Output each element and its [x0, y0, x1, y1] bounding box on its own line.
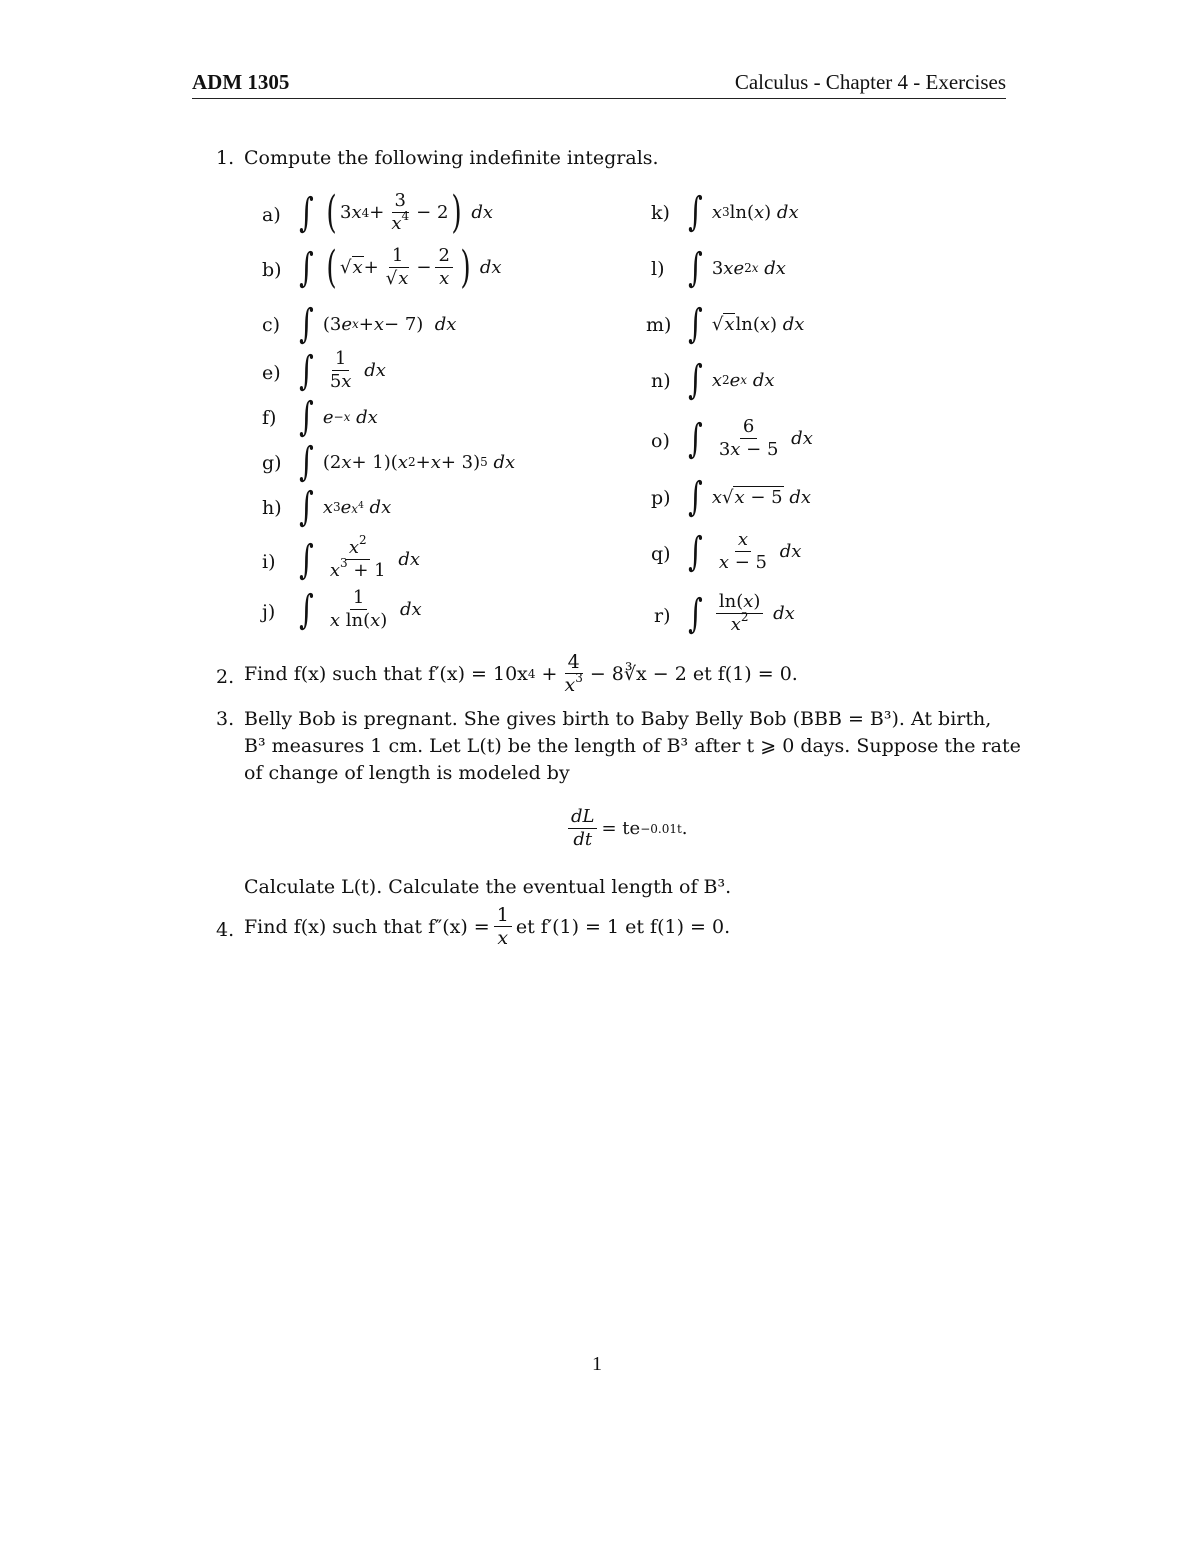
- label-b: b): [262, 259, 282, 281]
- question-3-line-4: Calculate L(t). Calculate the eventual length of B³.: [244, 876, 732, 898]
- integral-k: ∫ x 3 ln( x ) dx: [688, 189, 799, 235]
- question-1-number: 1.: [216, 147, 235, 169]
- integral-r: ∫ $\frac{\ln(x)}{x^2}$ dx: [688, 590, 795, 637]
- page-number: 1: [592, 1353, 602, 1375]
- label-h: h): [262, 497, 282, 519]
- integral-g: ∫ (2 x + 1)( x 2 + x + 3) 5 dx: [299, 439, 516, 485]
- integral-n: ∫ x 2 e x dx: [688, 357, 775, 403]
- label-m: m): [646, 314, 672, 336]
- label-n: n): [651, 370, 671, 392]
- integral-e: ∫ $\frac{1}{5x}$ dx: [299, 347, 386, 394]
- rate-equation-rhs: = te: [601, 818, 641, 839]
- integral-a: ∫ ( 3 x 4 + $\frac{3}{x^4}$ − 2 ) dx: [299, 186, 494, 238]
- question-4-prefix: Find f(x) such that f″(x) =: [244, 915, 490, 938]
- page-header: [192, 68, 1006, 99]
- integral-q: ∫ $\frac{x}{x - 5}$ dx: [688, 528, 802, 575]
- question-3-line-3: of change of length is modeled by: [244, 762, 570, 784]
- integral-c: ∫ (3 e x + x − 7) dx: [299, 301, 457, 347]
- integral-l: ∫ 3 xe 2x dx: [688, 245, 786, 291]
- label-p: p): [651, 487, 671, 509]
- rate-equation: $\frac{dL}{dt}$ = te −0.01t .: [564, 806, 688, 851]
- integral-f: ∫ e −x dx: [299, 394, 378, 440]
- question-4-number: 4.: [216, 919, 235, 941]
- integral-i: ∫ $\frac{x^2}{x^3 + 1}$ dx: [299, 533, 421, 583]
- label-o: o): [651, 430, 670, 452]
- label-g: g): [262, 452, 282, 474]
- label-c: c): [262, 314, 281, 336]
- integral-o: ∫ $\frac{6}{3x - 5}$ dx: [688, 415, 813, 462]
- integral-m: ∫ √x ln( x ) dx: [688, 301, 805, 347]
- label-k: k): [651, 202, 670, 224]
- label-q: q): [651, 543, 671, 565]
- label-f: f): [262, 407, 277, 429]
- integral-b: ∫ ( √x + $\frac{1}{√x}$ − $\frac{2}{x}$ ) dx: [299, 241, 502, 293]
- question-2-prefix: Find f(x) such that f′(x) = 10x: [244, 662, 528, 685]
- course-code: ADM 1305: [192, 70, 290, 94]
- question-2-number: 2.: [216, 666, 235, 688]
- integral-p: ∫ x √x − 5 dx: [688, 474, 812, 520]
- document-title: Calculus - Chapter 4 - Exercises: [734, 70, 1006, 94]
- label-a: a): [262, 204, 281, 226]
- question-3-line-2: B³ measures 1 cm. Let L(t) be the length of B³ after t ⩾ 0 days. Suppose the rate: [244, 735, 1021, 757]
- label-e: e): [262, 362, 281, 384]
- integral-h: ∫ x 3 e $x^4$ dx: [299, 484, 392, 530]
- question-2-text: Find f(x) such that f′(x) = 10x 4 + $\frac{4}{x^3}$ − 8∛x − 2 et f(1) = 0.: [244, 651, 798, 696]
- question-1-text: Compute the following indefinite integrals.: [244, 147, 659, 169]
- question-4-text: Find f(x) such that f″(x) = $\frac{1}{x}$ et f′(1) = 1 et f(1) = 0.: [244, 904, 731, 949]
- label-i: i): [262, 551, 276, 573]
- question-4-suffix: et f′(1) = 1 et f(1) = 0.: [515, 915, 731, 938]
- label-r: r): [654, 605, 671, 627]
- question-3-number: 3.: [216, 708, 235, 730]
- question-2-suffix: − 8∛x − 2 et f(1) = 0.: [589, 662, 798, 685]
- question-3-line-1: Belly Bob is pregnant. She gives birth to Baby Belly Bob (BBB = B³). At birth,: [244, 708, 992, 730]
- label-j: j): [262, 601, 276, 623]
- integral-j: ∫ $\frac{1}{\text{x ln(x)}}$ dx: [299, 586, 422, 633]
- label-l: l): [651, 258, 665, 280]
